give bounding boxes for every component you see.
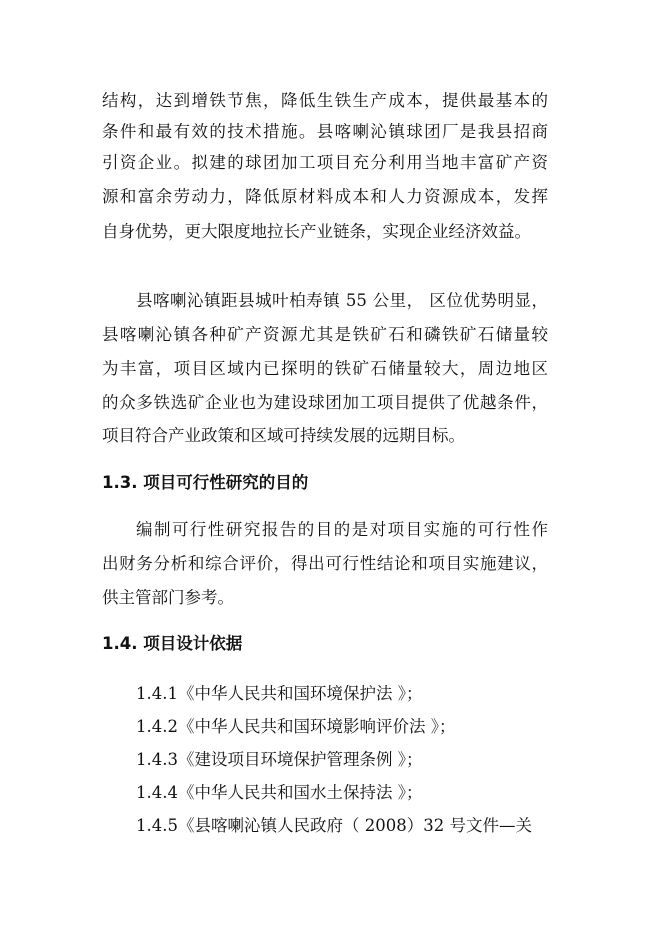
paragraph-line: 县喀喇沁镇各种矿产资源尤其是铁矿石和磷铁矿石储量较: [102, 325, 548, 344]
paragraph-line: 的众多铁选矿企业也为建设球团加工项目提供了优越条件，: [102, 393, 548, 412]
paragraph-line: 项目符合产业政策和区域可持续发展的远期目标。: [102, 426, 465, 445]
paragraph-line: 为丰富，项目区域内已探明的铁矿石储量较大，周边地区: [102, 359, 548, 378]
paragraph-line: 自身优势，更大限度地拉长产业链条，实现企业经济效益。: [102, 222, 531, 241]
list-item: 1.4.4《中华人民共和国水土保持法 》；: [136, 783, 423, 802]
paragraph-line: 引资企业。拟建的球团加工项目充分利用当地丰富矿产资: [102, 153, 548, 172]
list-item: 1.4.5《县喀喇沁镇人民政府（ 2008）32 号文件—关: [136, 816, 532, 835]
paragraph-line: 结构，达到增铁节焦，降低生铁生产成本，提供最基本的: [102, 91, 548, 110]
paragraph-line: 供主管部门参考。: [102, 588, 234, 607]
list-item: 1.4.1《中华人民共和国环境保护法 》；: [136, 684, 423, 703]
paragraph-line: 条件和最有效的技术措施。县喀喇沁镇球团厂是我县招商: [102, 122, 548, 141]
list-item: 1.4.3《建设项目环境保护管理条例 》；: [136, 750, 423, 769]
section-heading-1-3: 1.3. 项目可行性研究的目的: [102, 473, 309, 492]
paragraph-line: 县喀喇沁镇距县城叶柏寿镇 55 公里， 区位优势明显，: [136, 291, 548, 310]
list-item: 1.4.2《中华人民共和国环境影响评价法 》；: [136, 717, 456, 736]
section-heading-1-4: 1.4. 项目设计依据: [102, 634, 243, 653]
paragraph-line: 源和富余劳动力，降低原材料成本和人力资源成本，发挥: [102, 187, 548, 206]
paragraph-line: 编制可行性研究报告的目的是对项目实施的可行性作: [136, 520, 548, 539]
paragraph-line: 出财务分析和综合评价，得出可行性结论和项目实施建议，: [102, 554, 548, 573]
